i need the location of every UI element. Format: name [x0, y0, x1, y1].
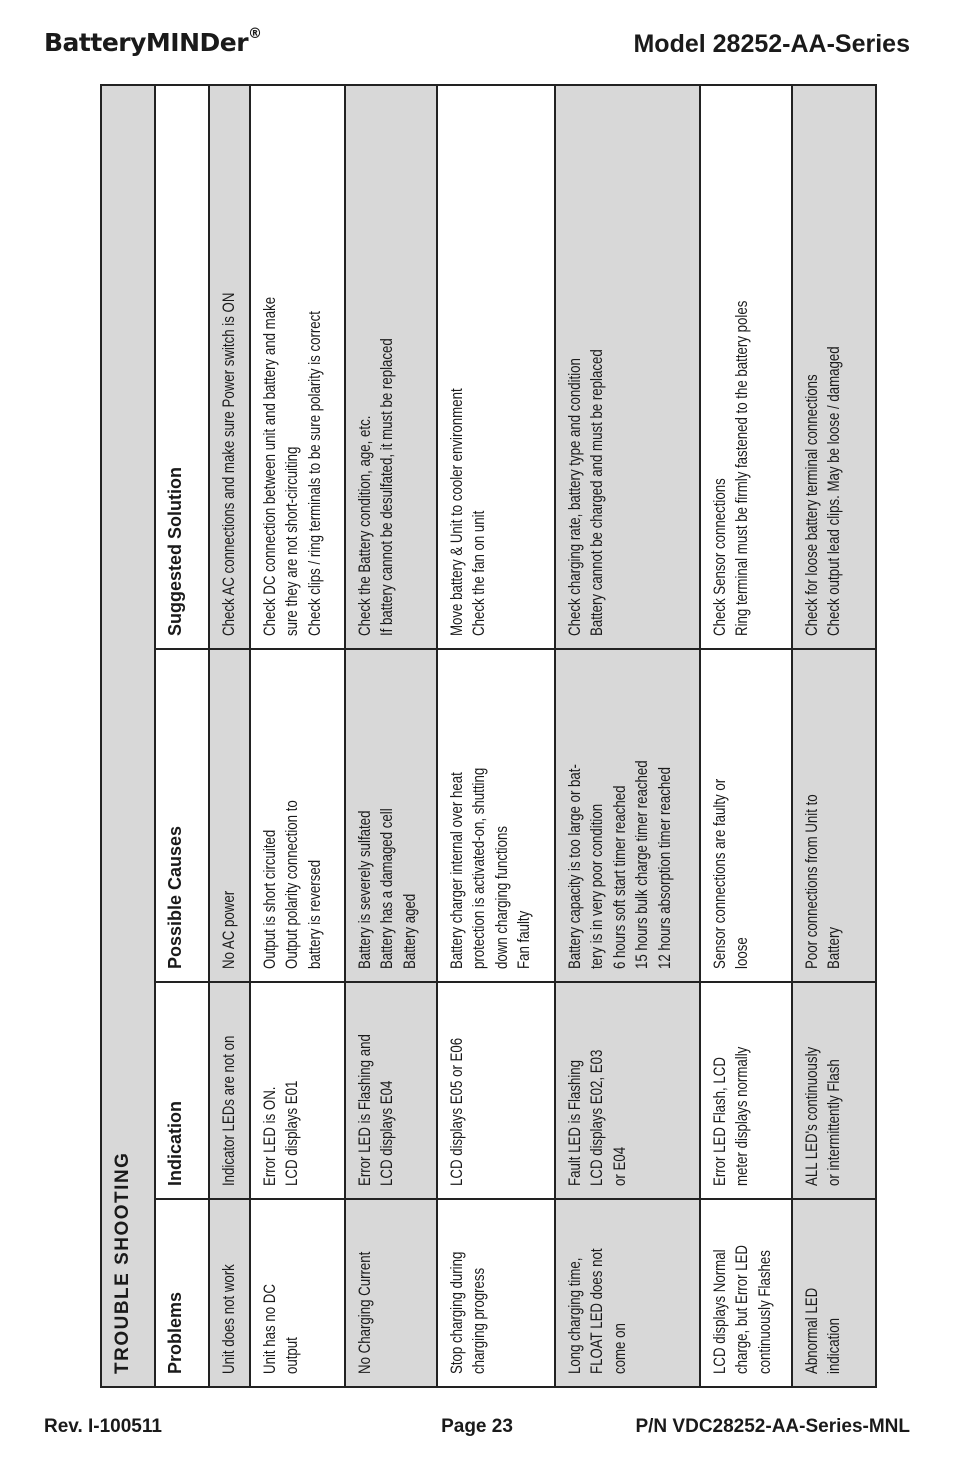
- cell-line: Check the Battery condition, age, etc.: [355, 415, 374, 636]
- suggested-solution-cell: [437, 85, 555, 649]
- footer-page-number: Page 23: [441, 1416, 513, 1437]
- cell-line: Check the fan on unit: [469, 510, 489, 636]
- cell-line: Check Sensor connections: [710, 478, 729, 636]
- cell-line: sure they are not short-circuiting: [282, 446, 302, 636]
- cell-line: indication: [824, 1317, 844, 1374]
- cell-line: or intermittently Flash: [824, 1059, 844, 1186]
- cell-line: battery is reversed: [304, 859, 324, 969]
- cell-line: down charging functions: [491, 825, 511, 969]
- table-row: [209, 85, 250, 1387]
- cell-line: Indicator LEDs are not on: [219, 1035, 238, 1186]
- indication-cell: [345, 982, 437, 1199]
- brand-name: BatteryMINDer: [44, 28, 249, 57]
- cell-line: LCD displays E05 or E06: [447, 1037, 466, 1186]
- cell-line: Battery capacity is too large or bat-: [565, 764, 584, 969]
- indication-cell: [792, 982, 876, 1199]
- cell-line: No Charging Current: [355, 1251, 374, 1374]
- cell-line: LCD displays E04: [377, 1080, 397, 1186]
- problem-cell: [437, 1199, 555, 1387]
- cell-line: Error LED Flash, LCD: [710, 1057, 729, 1186]
- cell-line: Check charging rate, battery type and condition: [565, 358, 584, 636]
- cell-line: 12 hours absorption timer reached: [654, 767, 674, 969]
- possible-causes-cell: [437, 649, 555, 982]
- cell-line: Move battery & Unit to cooler environment: [447, 388, 466, 636]
- problem-cell: [345, 1199, 437, 1387]
- cell-line: meter displays normally: [732, 1046, 752, 1186]
- cell-line: 15 hours bulk charge timer reached: [632, 760, 652, 969]
- suggested-solution-cell: [555, 85, 700, 649]
- problem-cell: [792, 1199, 876, 1387]
- table-row: [792, 85, 876, 1387]
- cell-line: Ring terminal must be firmly fastened to the battery poles: [732, 300, 752, 636]
- possible-causes-cell: [209, 649, 250, 982]
- column-header-row: [155, 85, 209, 1387]
- cell-line: Battery has a damaged cell: [377, 808, 397, 969]
- cell-line: Long charging time,: [565, 1257, 584, 1374]
- cell-line: No AC power: [219, 890, 238, 969]
- cell-line: Battery charger internal over heat: [447, 772, 466, 969]
- cell-line: Check clips / ring terminals to be sure polarity is correct: [304, 311, 324, 636]
- cell-line: Unit has no DC: [260, 1284, 279, 1374]
- cell-line: charging progress: [469, 1267, 489, 1374]
- problem-cell: [700, 1199, 792, 1387]
- cell-line: Abnormal LED: [802, 1287, 821, 1374]
- cell-line: charge, but Error LED: [732, 1245, 752, 1374]
- column-header-suggested-solution: Suggested Solution: [155, 85, 209, 649]
- cell-line: or E04: [609, 1146, 629, 1186]
- cell-line: continuously Flashes: [754, 1250, 774, 1374]
- table-row: [250, 85, 345, 1387]
- cell-line: loose: [732, 937, 752, 969]
- cell-line: Battery cannot be charged and must be replaced: [587, 349, 607, 636]
- cell-line: tery is in very poor condition: [587, 803, 607, 969]
- cell-line: Sensor connections are faulty or: [710, 778, 729, 969]
- problem-cell: [209, 1199, 250, 1387]
- column-header-possible-causes: Possible Causes: [155, 649, 209, 982]
- indication-cell: [437, 982, 555, 1199]
- possible-causes-cell: [555, 649, 700, 982]
- cell-line: Check AC connections and make sure Power switch is ON: [219, 292, 238, 636]
- problem-cell: [555, 1199, 700, 1387]
- cell-line: LCD displays E02, E03: [587, 1049, 607, 1186]
- possible-causes-cell: [345, 649, 437, 982]
- trouble-shooting-table: [100, 84, 877, 1388]
- cell-line: LCD displays E01: [282, 1080, 302, 1186]
- possible-causes-cell: [250, 649, 345, 982]
- cell-line: Fault LED is Flashing: [565, 1059, 584, 1186]
- brand-logo: [44, 28, 262, 57]
- model-title: Model 28252-AA-Series: [633, 30, 910, 58]
- footer-part-number: P/N VDC28252-AA-Series-MNL: [635, 1416, 910, 1437]
- suggested-solution-cell: [250, 85, 345, 649]
- cell-line: Unit does not work: [219, 1264, 238, 1374]
- indication-cell: [700, 982, 792, 1199]
- registered-mark: ®: [248, 26, 262, 42]
- cell-line: Check output lead clips. May be loose / damaged: [824, 346, 844, 636]
- cell-line: protection is activated-on, shutting: [469, 767, 489, 969]
- indication-cell: [250, 982, 345, 1199]
- suggested-solution-cell: [345, 85, 437, 649]
- cell-line: Check for loose battery terminal connections: [802, 374, 821, 636]
- table-row: [700, 85, 792, 1387]
- cell-line: If battery cannot be desulfated, it must be replaced: [377, 338, 397, 636]
- cell-line: FLOAT LED does not: [587, 1248, 607, 1374]
- indication-cell: [209, 982, 250, 1199]
- cell-line: Error LED is ON.: [260, 1086, 279, 1186]
- cell-line: Fan faulty: [514, 910, 534, 969]
- cell-line: 6 hours soft start timer reached: [609, 785, 629, 969]
- table-title-row: [101, 85, 155, 1387]
- cell-line: Stop charging during: [447, 1251, 466, 1374]
- cell-line: Battery aged: [399, 893, 419, 969]
- suggested-solution-cell: [700, 85, 792, 649]
- footer-revision: Rev. I-100511: [44, 1416, 162, 1437]
- column-header-indication: Indication: [155, 982, 209, 1199]
- cell-line: Check DC connection between unit and battery and make: [260, 296, 279, 636]
- problem-cell: [250, 1199, 345, 1387]
- suggested-solution-cell: [209, 85, 250, 649]
- cell-line: Poor connections from Unit to: [802, 794, 821, 969]
- possible-causes-cell: [700, 649, 792, 982]
- table-row: [555, 85, 700, 1387]
- table-row: [345, 85, 437, 1387]
- cell-line: ALL LED's continuously: [802, 1046, 821, 1186]
- cell-line: Battery is severely sulfated: [355, 810, 374, 969]
- suggested-solution-cell: [792, 85, 876, 649]
- possible-causes-cell: [792, 649, 876, 982]
- cell-line: LCD displays Normal: [710, 1249, 729, 1374]
- trouble-shooting-table-container: [100, 86, 856, 1388]
- table-title: TROUBLE SHOOTING: [101, 85, 155, 1387]
- cell-line: Output polarity connection to: [282, 800, 302, 969]
- cell-line: Battery: [824, 926, 844, 969]
- table-row: [437, 85, 555, 1387]
- cell-line: Error LED is Flashing and: [355, 1034, 374, 1186]
- cell-line: output: [282, 1337, 302, 1374]
- cell-line: come on: [609, 1323, 629, 1374]
- indication-cell: [555, 982, 700, 1199]
- cell-line: Output is short circuited: [260, 829, 279, 969]
- column-header-problems: Problems: [155, 1199, 209, 1387]
